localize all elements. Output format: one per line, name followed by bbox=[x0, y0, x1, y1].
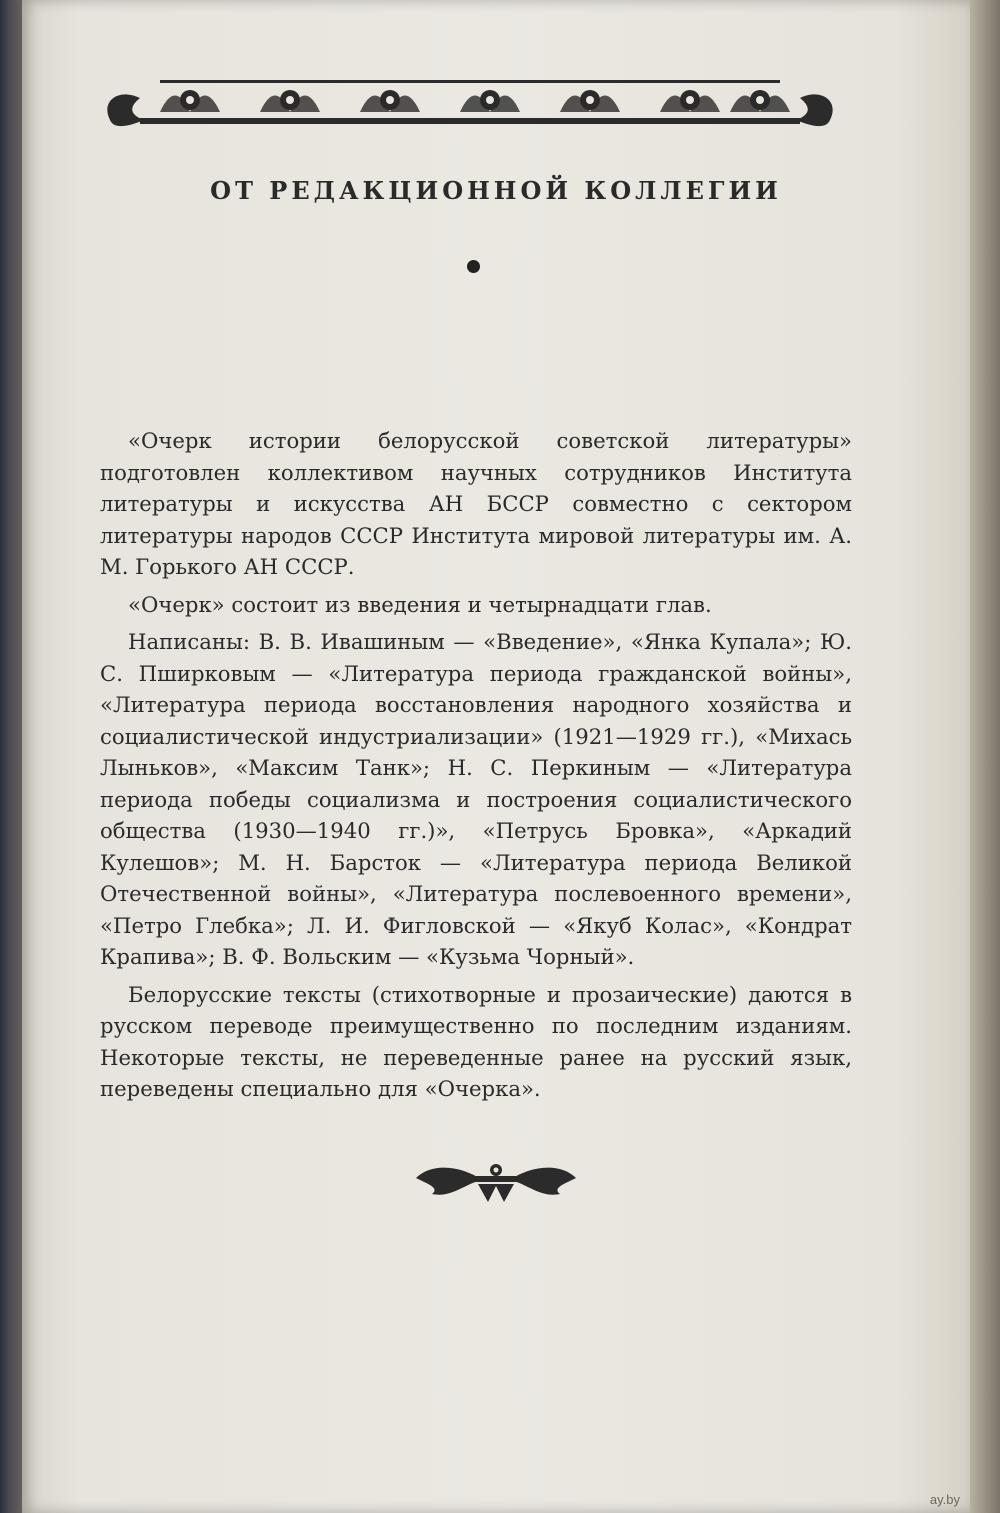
paragraph-translations: Белорусские тексты (стихотворные и прозаические) даются в русском переводе преимущественно по последним изданиям. Некоторые тексты, не переведенные ранее на русский язык, переведены специально для «Очерка». bbox=[100, 981, 852, 1101]
watermark: ay.by bbox=[929, 1492, 960, 1507]
bullet-dot-icon bbox=[467, 260, 480, 273]
paragraph-structure: «Очерк» состоит из введения и четырнадцати глав. bbox=[128, 591, 712, 617]
book-binding-right bbox=[970, 0, 1000, 1513]
page-title: ОТ РЕДАКЦИОННОЙ КОЛЛЕГИИ bbox=[210, 176, 782, 205]
body-text bbox=[100, 425, 852, 1111]
paragraph-intro: «Очерк истории белорусской советской литературы» подготовлен коллективом научных сотрудников Института литературы и искусства АН БССР совместно с сектором литературы народов СССР Института мировой литературы им. А. М. Горького АН СССР. bbox=[100, 428, 852, 579]
paragraph-authors: Написаны: В. В. Ивашиным — «Введение», «Янка Купала»; Ю. С. Пширковым — «Литература периода гражданской войны», «Литература периода восстановления народного хозяйства и социалистической индустриализации» (1921—1929 гг.), «Михась Лыньков», «Максим Танк»; Н. С. Перкиным — «Литература периода победы социализма и построения социалистического общества (1930—1940 гг.)», «Петрусь Бровка», «Аркадий Кулешов»; М. Н. Барсток — «Литература периода Великой Отечественной войны», «Литература послевоенного времени», «Петро Глебка»; Л. И. Фигловской — «Якуб Колас», «Кондрат Крапива»; В. Ф. Вольским — «Кузьма Чорный». bbox=[100, 629, 852, 969]
floral-border-icon bbox=[100, 60, 840, 142]
floral-tailpiece-icon bbox=[412, 1158, 580, 1210]
book-page bbox=[22, 0, 970, 1513]
